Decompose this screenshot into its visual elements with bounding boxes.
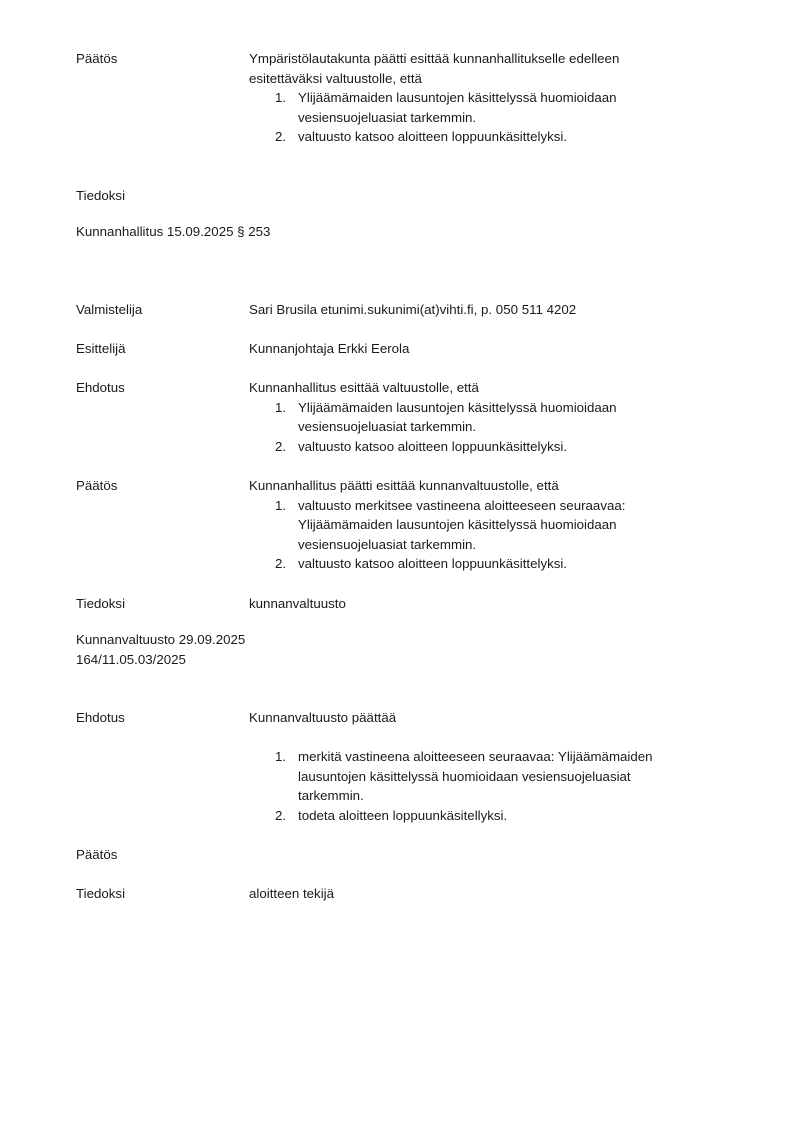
list-text: todeta aloitteen loppuunkäsitellyksi. bbox=[298, 807, 508, 823]
list-item bbox=[249, 747, 734, 806]
blank-line bbox=[249, 728, 734, 748]
section-label: Tiedoksi bbox=[76, 886, 126, 901]
list-text: valtuusto merkitsee vastineena aloitteeseen seuraavaa: bbox=[298, 497, 626, 513]
section-content bbox=[249, 300, 734, 320]
list-item bbox=[249, 806, 734, 826]
section-content bbox=[249, 884, 734, 904]
intro-line: Kunnanhallitus päätti esittää kunnanvaltuustolle, että bbox=[249, 478, 559, 493]
section-content bbox=[249, 49, 734, 147]
section-label: Tiedoksi bbox=[76, 596, 126, 611]
list-number: 1. bbox=[275, 497, 287, 513]
list-text: tarkemmin. bbox=[298, 788, 364, 803]
list-text: merkitä vastineena aloitteeseen seuraavaa: Ylijäämämaiden bbox=[298, 749, 653, 764]
list-number: 1. bbox=[275, 749, 287, 764]
section-label: Valmistelija bbox=[76, 302, 143, 317]
section-content bbox=[249, 594, 734, 614]
list-item bbox=[249, 496, 734, 555]
list-number: 2. bbox=[275, 556, 287, 571]
section-content bbox=[249, 339, 734, 359]
preparer-value: Sari Brusila etunimi.sukunimi(at)vihti.fi, p. 050 511 4202 bbox=[249, 302, 577, 317]
section-content bbox=[249, 476, 734, 574]
intro-line: Kunnanvaltuusto päättää bbox=[249, 710, 397, 725]
intro-line: Ympäristölautakunta päätti esittää kunnanhallitukselle edelleen bbox=[249, 51, 620, 66]
meeting-heading: Kunnanhallitus 15.09.2025 § 253 bbox=[76, 224, 271, 239]
section-label: Päätös bbox=[76, 51, 118, 66]
section-label: Tiedoksi bbox=[76, 188, 126, 203]
section-label: Päätös bbox=[76, 847, 118, 862]
list-text: lausuntojen käsittelyssä huomioidaan vesiensuojeluasiat bbox=[298, 768, 631, 784]
list-text: Ylijäämämaiden lausuntojen käsittelyssä huomioidaan bbox=[298, 517, 617, 532]
section-content bbox=[249, 378, 734, 456]
intro-line: esitettäväksi valtuustolle, että bbox=[249, 70, 422, 86]
list-text: valtuusto katsoo aloitteen loppuunkäsittelyksi. bbox=[298, 556, 568, 571]
list-text: vesiensuojeluasiat tarkemmin. bbox=[298, 109, 477, 125]
list-number: 2. bbox=[275, 129, 287, 144]
list-number: 2. bbox=[275, 807, 287, 823]
list-text: Ylijäämämaiden lausuntojen käsittelyssä huomioidaan bbox=[298, 90, 617, 105]
list-item bbox=[249, 437, 734, 457]
list-item bbox=[249, 398, 734, 437]
list-number: 1. bbox=[275, 90, 287, 105]
list-item bbox=[249, 88, 734, 127]
list-text: vesiensuojeluasiat tarkemmin. bbox=[298, 536, 477, 552]
meeting-title: Kunnanvaltuusto 29.09.2025 bbox=[76, 632, 246, 647]
section-content bbox=[249, 708, 734, 825]
list-number: 2. bbox=[275, 438, 287, 454]
list-text: valtuusto katsoo aloitteen loppuunkäsittelyksi. bbox=[298, 438, 568, 454]
section-label: Päätös bbox=[76, 478, 118, 493]
list-item bbox=[249, 554, 734, 574]
recipient-value: aloitteen tekijä bbox=[249, 886, 335, 901]
list-item bbox=[249, 127, 734, 147]
intro-line: Kunnanhallitus esittää valtuustolle, että bbox=[249, 380, 479, 395]
list-text: Ylijäämämaiden lausuntojen käsittelyssä huomioidaan bbox=[298, 399, 617, 415]
list-text: vesiensuojeluasiat tarkemmin. bbox=[298, 419, 477, 434]
presenter-value: Kunnanjohtaja Erkki Eerola bbox=[249, 341, 410, 356]
section-label: Ehdotus bbox=[76, 380, 125, 395]
meeting-heading bbox=[76, 630, 245, 669]
list-text: valtuusto katsoo aloitteen loppuunkäsittelyksi. bbox=[298, 129, 568, 144]
list-number: 1. bbox=[275, 399, 287, 415]
diary-number: 164/11.05.03/2025 bbox=[76, 651, 186, 667]
recipient-value: kunnanvaltuusto bbox=[249, 596, 346, 611]
section-label: Esittelijä bbox=[76, 341, 126, 356]
section-label: Ehdotus bbox=[76, 710, 125, 725]
